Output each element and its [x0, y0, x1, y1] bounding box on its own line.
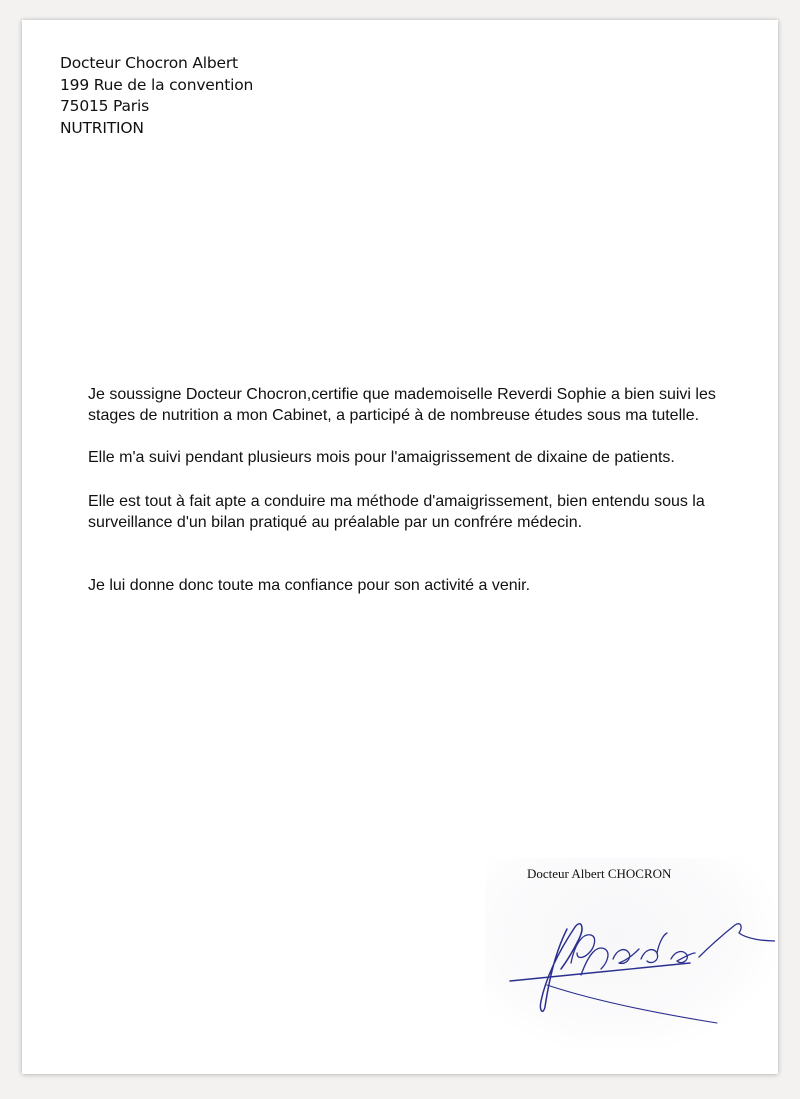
signature-stamp: [485, 858, 775, 1048]
paragraph-experience: Elle m'a suivi pendant plusieurs mois pour l'amaigrissement de dixaine de patients.: [88, 449, 675, 466]
handwritten-signature: [485, 883, 775, 1048]
letter-page: [22, 20, 778, 1074]
street-address: 199 Rue de la convention: [60, 75, 254, 94]
specialty: NUTRITION: [60, 118, 144, 137]
city-address: 75015 Paris: [60, 97, 149, 115]
letter-body: [88, 384, 748, 596]
letterhead: [60, 53, 253, 139]
paragraph-certification: Je soussigne Docteur Chocron,certifie que mademoiselle Reverdi Sophie a bien suivi les stages de nutrition a mon Cabinet, a participé à de nombreuse études sous ma tutelle.: [88, 386, 716, 424]
stamp-doctor-name: Docteur Albert CHOCRON: [527, 866, 672, 881]
doctor-name: Docteur Chocron Albert: [60, 54, 238, 72]
paragraph-aptitude: Elle est tout à fait apte a conduire ma méthode d'amaigrissement, bien entendu sous la surveillance d'un bilan pratiqué au préalable par un confrére médecin.: [88, 493, 705, 531]
paragraph-confidence: Je lui donne donc toute ma confiance pour son activité a venir.: [88, 577, 531, 594]
